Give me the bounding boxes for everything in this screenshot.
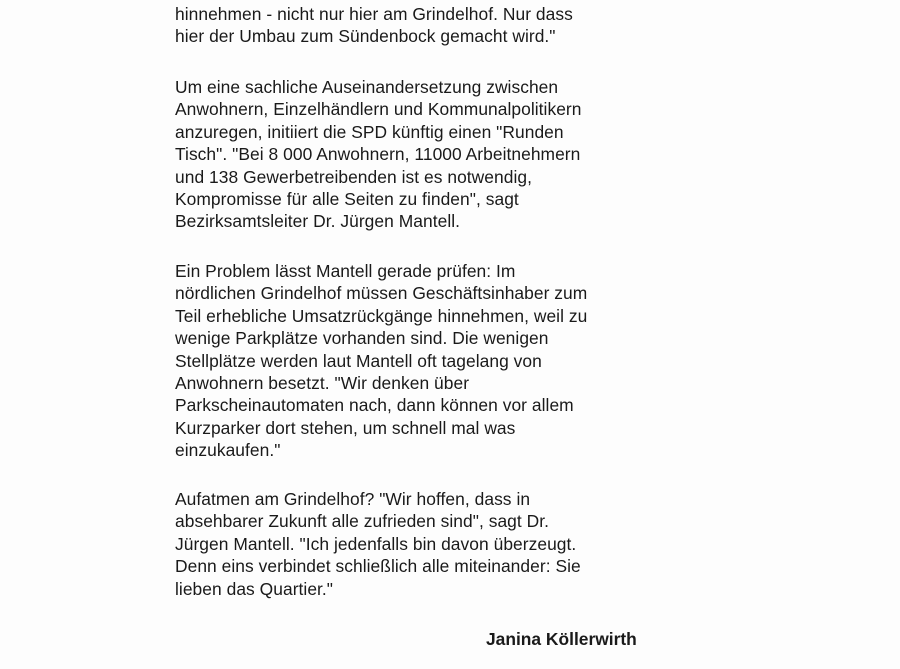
text-line: Stellplätze werden laut Mantell oft tagelang von (175, 350, 542, 371)
text-line: einzukaufen." (175, 440, 281, 461)
text-line: Kompromisse für alle Seiten zu finden", sagt (175, 189, 519, 210)
text-line: Denn eins verbindet schließlich alle miteinander: Sie (175, 556, 581, 577)
text-line: Anwohnern, Einzelhändlern und Kommunalpolitikern (175, 99, 582, 120)
text-line: Teil erhebliche Umsatzrückgänge hinnehmen, weil zu (175, 305, 588, 326)
text-line: Parkscheinautomaten nach, dann können vor allem (175, 395, 574, 416)
text-line: absehbarer Zukunft alle zufrieden sind", sagt Dr. (175, 511, 550, 532)
text-line: hinnehmen - nicht nur hier am Grindelhof. Nur dass (175, 4, 573, 24)
article-paragraph (175, 488, 695, 600)
text-line: Jürgen Mantell. "Ich jedenfalls bin davon überzeugt. (175, 533, 577, 554)
text-line: Um eine sachliche Auseinandersetzung zwischen (175, 77, 559, 97)
text-line: und 138 Gewerbetreibenden ist es notwendig, (175, 166, 532, 187)
article-paragraph (175, 76, 695, 233)
text-line: anzuregen, initiiert die SPD künftig einen "Runden (175, 121, 564, 142)
text-line: nördlichen Grindelhof müssen Geschäftsinhaber zum (175, 283, 588, 304)
article-paragraph (175, 3, 695, 48)
text-line: Ein Problem lässt Mantell gerade prüfen: Im (175, 261, 516, 281)
text-line: Kurzparker dort stehen, um schnell mal was (175, 417, 516, 438)
text-line: Aufatmen am Grindelhof? "Wir hoffen, dass in (175, 489, 531, 509)
text-line: wenige Parkplätze vorhanden sind. Die wenigen (175, 328, 549, 349)
text-line: hier der Umbau zum Sündenbock gemacht wird." (175, 26, 556, 47)
text-line: Bezirksamtsleiter Dr. Jürgen Mantell. (175, 211, 461, 232)
article-paragraph (175, 260, 695, 462)
text-line: lieben das Quartier." (175, 578, 334, 599)
author-byline: Janina Köllerwirth (486, 629, 637, 649)
text-line: Tisch". "Bei 8 000 Anwohnern, 11000 Arbeitnehmern (175, 144, 581, 165)
text-line: Anwohnern besetzt. "Wir denken über (175, 373, 470, 394)
